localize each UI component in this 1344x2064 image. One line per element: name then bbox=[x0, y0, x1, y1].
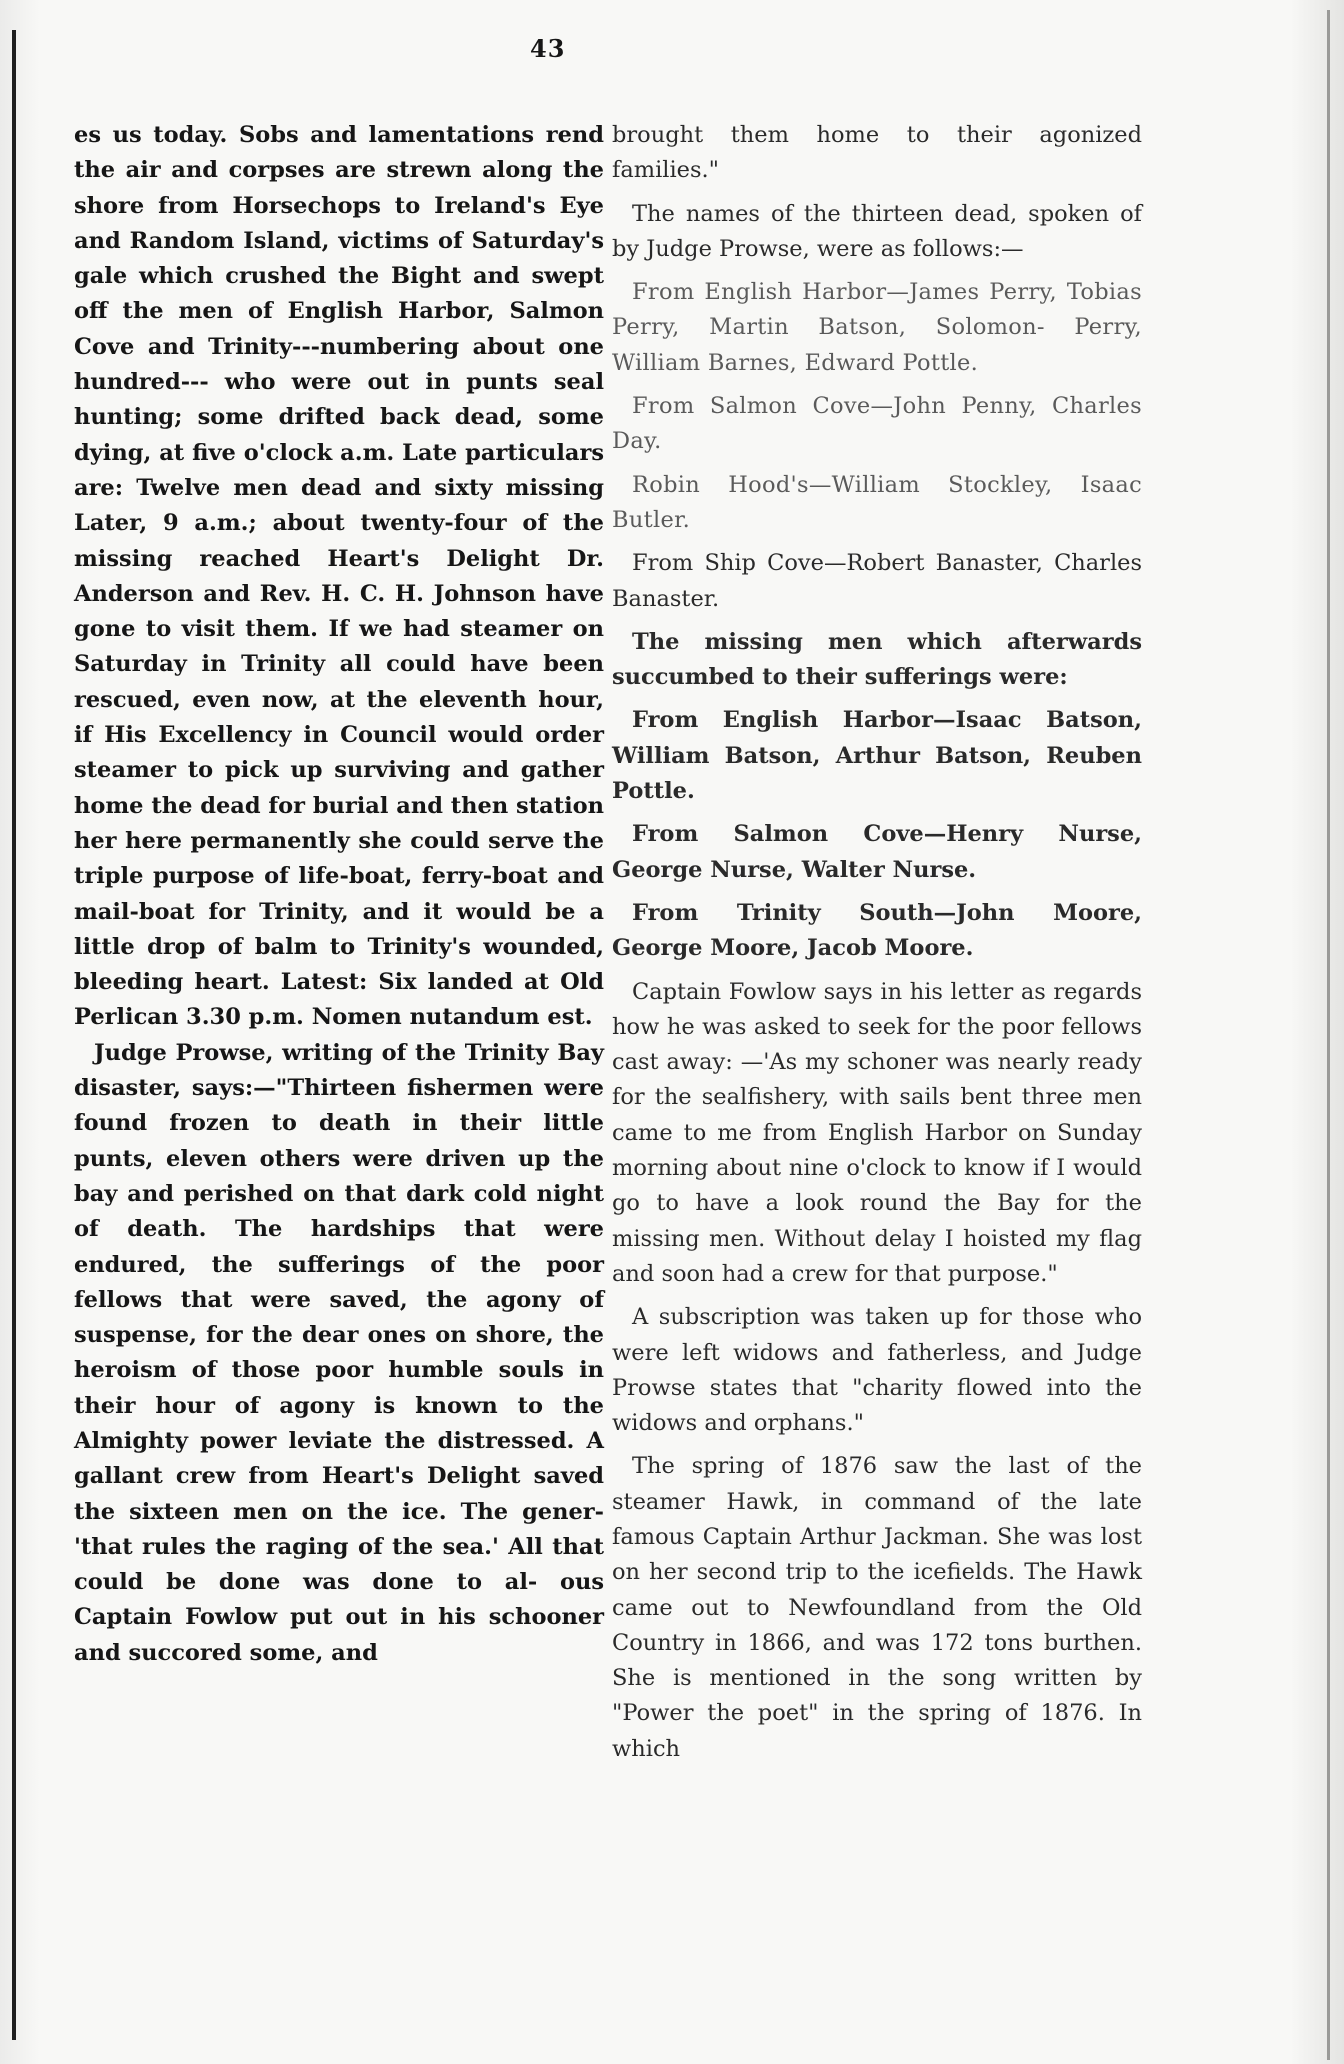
left-text-column bbox=[74, 118, 604, 1671]
paragraph: From English Harbor—James Perry, Tobias Perry, Martin Batson, Solomon- Perry, William Barnes, Edward Pottle. bbox=[612, 279, 1142, 376]
right-border-rule bbox=[1327, 10, 1330, 2060]
paragraph: A subscription was taken up for those who were left widows and fatherless, and Judge Prowse states that "charity flowed into the widows and orphans." bbox=[612, 1304, 1142, 1437]
paragraph: The names of the thirteen dead, spoken of by Judge Prowse, were as follows:— bbox=[612, 200, 1142, 262]
right-text-column bbox=[612, 118, 1142, 1767]
paragraph: The missing men which afterwards succumbed to their sufferings were: bbox=[612, 628, 1142, 691]
paragraph: The spring of 1876 saw the last of the steamer Hawk, in command of the late famous Captain Arthur Jackman. She was lost on her second trip to the icefields. The Hawk came out to Newfoundland from the Old Country in 1866, and was 172 tons burthen. She is mentioned in the song written by "Power the poet" in the spring of 1876. In which bbox=[612, 1453, 1142, 1762]
paragraph: From Salmon Cove—John Penny, Charles Day. bbox=[612, 393, 1142, 455]
paragraph: Robin Hood's—William Stockley, Isaac Butler. bbox=[612, 471, 1142, 533]
left-border-rule bbox=[12, 30, 16, 2040]
paragraph: Captain Fowlow says in his letter as regards how he was asked to seek for the poor fellows cast away: —'As my schoner was nearly ready for the sealfishery, with sails bent three men came to me from English Harbor on Sunday morning about nine o'clock to know if I would go to have a look round the Bay for the missing men. Without delay I hoisted my flag and soon had a crew for that purpose." bbox=[612, 978, 1142, 1287]
paragraph: es us today. Sobs and lamentations rend the air and corpses are strewn along the shore from Horsechops to Ireland's Eye and Random Island, victims of Saturday's gale which crushed the Bight and swept off the men of English Harbor, Salmon Cove and Trinity---numbering about one hundred--- who were out in punts seal hunting; some drifted back dead, some dying, at five o'clock a.m. Late particulars are: Twelve men dead and sixty missing Later, 9 a.m.; about twenty-four of the missing reached Heart's Delight Dr. Anderson and Rev. H. C. H. Johnson have gone to visit them. If we had steamer on Saturday in Trinity all could have been rescued, even now, at the eleventh hour, if His Excellency in Council would order steamer to pick up surviving and gather home the dead for burial and then station her here permanently she could serve the triple purpose of life-boat, ferry-boat and mail-boat for Trinity, and it would be a little drop of balm to Trinity's wounded, bleeding heart. Latest: Six landed at Old Perlican 3.30 p.m. Nomen nutandum est. bbox=[74, 122, 604, 1031]
paragraph: From Ship Cove—Robert Banaster, Charles Banaster. bbox=[612, 550, 1142, 612]
paragraph: From Salmon Cove—Henry Nurse, George Nurse, Walter Nurse. bbox=[612, 821, 1142, 883]
paragraph: From Trinity South—John Moore, George Moore, Jacob Moore. bbox=[612, 899, 1142, 962]
paragraph: From English Harbor—Isaac Batson, William Batson, Arthur Batson, Reuben Pottle. bbox=[612, 707, 1142, 805]
paragraph: Judge Prowse, writing of the Trinity Bay disaster, says:—"Thirteen fishermen were found frozen to death in their little punts, eleven others were driven up the bay and perished on that dark cold night of death. The hardships that were endured, the sufferings of the poor fellows that were saved, the agony of suspense, for the dear ones on shore, the heroism of those poor humble souls in their hour of agony is known to the Almighty power leviate the distressed. A gallant crew from Heart's Delight saved the sixteen men on the ice. The gener- 'that rules the raging of the sea.' All that could be done was done to al- ous Captain Fowlow put out in his schooner and succored some, and bbox=[74, 1039, 604, 1666]
page-number: 43 bbox=[530, 34, 566, 63]
paragraph: brought them home to their agonized families." bbox=[612, 122, 1142, 184]
